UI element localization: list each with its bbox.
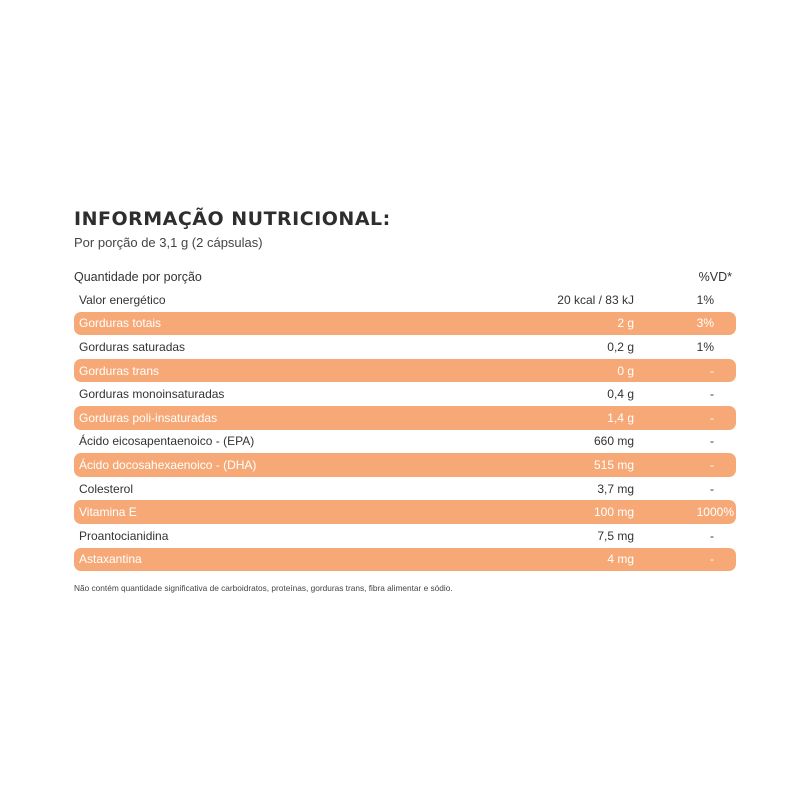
table-row [74, 335, 736, 359]
nutrient-vd: - [710, 528, 714, 543]
nutrient-amount: 0,2 g [607, 339, 634, 354]
nutrient-amount: 660 mg [593, 434, 634, 449]
nutrient-name: Valor energético [79, 292, 166, 307]
nutrient-amount: 7,5 mg [597, 528, 634, 543]
table-row [74, 288, 736, 312]
nutrient-name: Ácido docosahexaenoico - (DHA) [79, 457, 257, 472]
nutrient-name: Gorduras saturadas [79, 339, 186, 354]
nutrient-name: Colesterol [79, 481, 134, 496]
table-row [74, 524, 736, 548]
nutrient-name: Ácido eicosapentaenoico - (EPA) [79, 434, 255, 449]
nutrient-amount: 3,7 mg [597, 481, 634, 496]
quantity-header: Quantidade por porção [74, 270, 202, 284]
nutrient-vd: - [710, 552, 714, 567]
table-header [74, 266, 736, 288]
nutrient-vd: - [710, 410, 714, 425]
nutrition-title: INFORMAÇÃO NUTRICIONAL: [74, 208, 391, 230]
nutrient-name: Vitamina E [79, 505, 137, 520]
nutrition-table [74, 288, 736, 571]
table-row [74, 312, 736, 336]
table-row [74, 500, 736, 524]
table-row [74, 359, 736, 383]
nutrient-name: Gorduras poli-insaturadas [79, 410, 218, 425]
nutrient-name: Proantocianidina [79, 528, 169, 543]
nutrient-vd: 1% [696, 292, 714, 307]
footnote: Não contém quantidade significativa de carboidratos, proteínas, gorduras trans, fibra alimentar e sódio. [74, 583, 453, 594]
nutrient-vd: 1% [696, 339, 714, 354]
nutrient-amount: 1,4 g [607, 410, 634, 425]
nutrient-name: Astaxantina [79, 552, 142, 567]
vd-header: %VD* [698, 270, 732, 284]
nutrient-vd: 3% [696, 316, 714, 331]
nutrient-amount: 2 g [617, 316, 634, 331]
nutrient-amount: 0,4 g [607, 387, 634, 402]
nutrient-name: Gorduras totais [79, 316, 162, 331]
nutrition-facts-panel [74, 206, 736, 593]
nutrient-name: Gorduras monoinsaturadas [79, 387, 225, 402]
table-row [74, 406, 736, 430]
nutrient-vd: - [710, 387, 714, 402]
nutrient-vd: - [710, 481, 714, 496]
table-row [74, 477, 736, 501]
nutrient-amount: 4 mg [607, 552, 634, 567]
table-row [74, 548, 736, 572]
serving-size: Por porção de 3,1 g (2 cápsulas) [74, 235, 263, 250]
nutrient-amount: 20 kcal / 83 kJ [557, 292, 634, 307]
nutrient-vd: - [710, 457, 714, 472]
nutrient-vd: 1000% [696, 505, 734, 520]
nutrient-amount: 100 mg [593, 505, 634, 520]
nutrient-vd: - [710, 363, 714, 378]
nutrient-vd: - [710, 434, 714, 449]
nutrient-name: Gorduras trans [79, 363, 160, 378]
table-row [74, 382, 736, 406]
nutrient-amount: 515 mg [593, 457, 634, 472]
nutrient-amount: 0 g [617, 363, 634, 378]
table-row [74, 430, 736, 454]
table-row [74, 453, 736, 477]
